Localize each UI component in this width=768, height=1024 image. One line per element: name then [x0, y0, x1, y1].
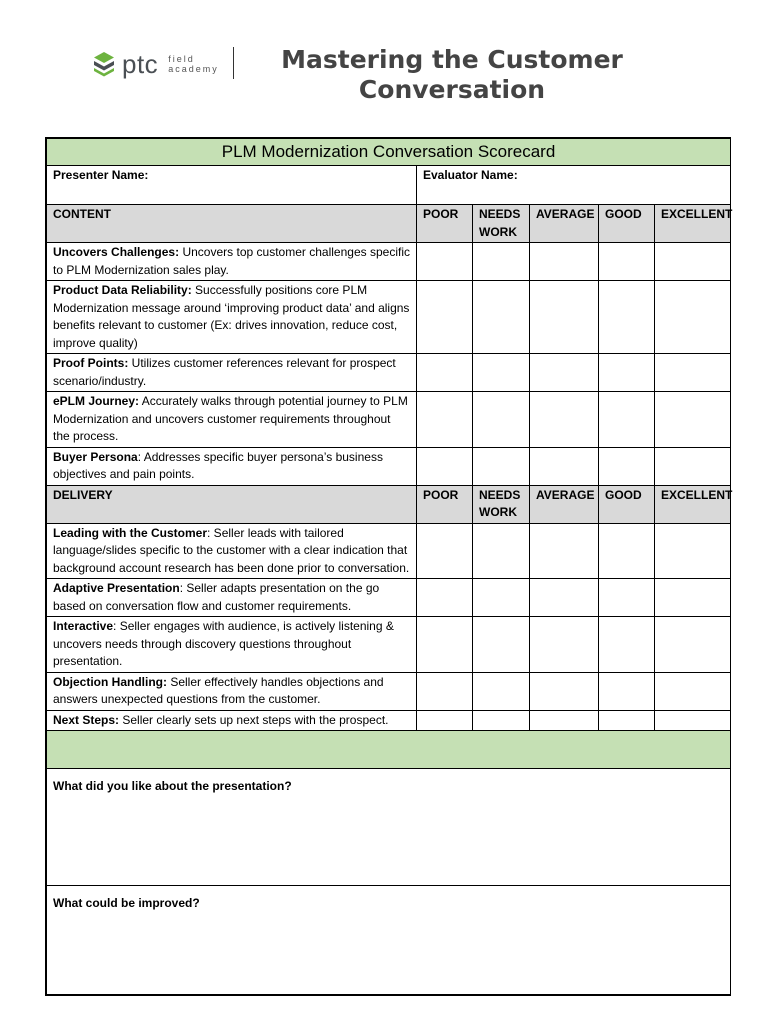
rating-cell[interactable] [530, 392, 599, 448]
presenter-name-field[interactable]: Presenter Name: [47, 166, 417, 205]
criterion-row [47, 447, 731, 485]
criterion-description [47, 523, 417, 579]
criterion-title: Buyer Persona [53, 449, 138, 464]
criterion-row [47, 243, 731, 281]
rating-cell[interactable] [530, 617, 599, 673]
rating-cell[interactable] [655, 523, 731, 579]
criterion-description [47, 281, 417, 354]
rating-cell[interactable] [473, 672, 530, 710]
criterion-title: Uncovers Challenges: [53, 245, 180, 259]
criterion-row [47, 523, 731, 579]
rating-cell[interactable] [417, 447, 473, 485]
criterion-title: Next Steps: [53, 712, 120, 727]
criterion-text: : Seller engages with audience, is actively listening & uncovers needs through discovery questions throughout presentation. [53, 619, 394, 668]
criterion-text: Successfully positions core PLM Modernization message around ‘improving product data’ and aligns benefits relevant to customer (Ex: drives innovation, reduce cost, improve quality) [53, 283, 410, 350]
feedback-improve-label: What could be improved? [53, 896, 200, 910]
rating-cell[interactable] [473, 281, 530, 354]
criterion-text: Seller clearly sets up next steps with the prospect. [119, 712, 389, 727]
feedback-liked-label: What did you like about the presentation? [53, 779, 292, 793]
rating-cell[interactable] [417, 710, 473, 731]
rating-column-header: POOR [417, 205, 473, 243]
rating-cell[interactable] [530, 710, 599, 731]
rating-cell[interactable] [599, 523, 655, 579]
rating-cell[interactable] [530, 281, 599, 354]
rating-cell[interactable] [417, 243, 473, 281]
criterion-text: : Addresses specific buyer persona’s business objectives and pain points. [53, 449, 383, 481]
criterion-text: Uncovers top customer challenges specific to PLM Modernization sales play. [53, 245, 410, 277]
criterion-row [47, 710, 731, 731]
rating-cell[interactable] [473, 354, 530, 392]
rating-column-header: AVERAGE [530, 205, 599, 243]
rating-cell[interactable] [530, 523, 599, 579]
criterion-text: : Seller leads with tailored language/slides specific to the customer with a clear indication that background account research has been done prior to conversation. [53, 525, 410, 575]
scorecard [45, 137, 731, 996]
logo-subtitle-line2: academy [168, 64, 219, 74]
rating-column-header: GOOD [599, 205, 655, 243]
rating-cell[interactable] [599, 354, 655, 392]
criterion-description [47, 447, 417, 485]
rating-cell[interactable] [599, 281, 655, 354]
rating-cell[interactable] [530, 672, 599, 710]
rating-cell[interactable] [599, 447, 655, 485]
rating-column-header: NEEDS WORK [473, 485, 530, 523]
section-header-row [47, 485, 731, 523]
rating-cell[interactable] [473, 710, 530, 731]
rating-cell[interactable] [417, 392, 473, 448]
rating-cell[interactable] [599, 579, 655, 617]
ptc-hexagon-icon [92, 51, 116, 77]
rating-column-header: GOOD [599, 485, 655, 523]
rating-cell[interactable] [417, 354, 473, 392]
section-title: DELIVERY [47, 485, 417, 523]
scorecard-table [46, 138, 731, 995]
rating-column-header: EXCELLENT [655, 205, 731, 243]
rating-cell[interactable] [473, 243, 530, 281]
criterion-title: Leading with the Customer [53, 525, 208, 540]
rating-cell[interactable] [530, 447, 599, 485]
rating-cell[interactable] [473, 447, 530, 485]
rating-cell[interactable] [655, 281, 731, 354]
criterion-description [47, 617, 417, 673]
section-title: CONTENT [47, 205, 417, 243]
criterion-description [47, 579, 417, 617]
rating-cell[interactable] [655, 243, 731, 281]
criterion-text: Utilizes customer references relevant for prospect scenario/industry. [53, 356, 396, 388]
criterion-row [47, 617, 731, 673]
rating-column-header: NEEDS WORK [473, 205, 530, 243]
scorecard-title: PLM Modernization Conversation Scorecard [47, 139, 731, 166]
logo-subtitle-line1: field [168, 54, 195, 64]
criterion-title: Interactive [53, 619, 114, 633]
criterion-row [47, 579, 731, 617]
rating-cell[interactable] [530, 579, 599, 617]
rating-cell[interactable] [599, 392, 655, 448]
rating-column-header: EXCELLENT [655, 485, 731, 523]
rating-cell[interactable] [417, 523, 473, 579]
rating-cell[interactable] [473, 392, 530, 448]
criterion-text: Seller effectively handles objections and answers unexpected questions from the customer. [53, 674, 384, 706]
criterion-description [47, 243, 417, 281]
logo-wordmark: ptc [122, 49, 159, 79]
criterion-title: Adaptive Presentation [53, 581, 180, 595]
criterion-description [47, 672, 417, 710]
page-title: Mastering the Customer Conversation [281, 45, 623, 104]
rating-cell[interactable] [655, 392, 731, 448]
criterion-row [47, 354, 731, 392]
evaluator-name-field[interactable]: Evaluator Name: [417, 166, 731, 205]
criterion-row [47, 672, 731, 710]
rating-cell[interactable] [599, 617, 655, 673]
rating-cell[interactable] [655, 579, 731, 617]
rating-cell[interactable] [655, 710, 731, 731]
rating-column-header: AVERAGE [530, 485, 599, 523]
rating-cell[interactable] [655, 672, 731, 710]
criterion-title: ePLM Journey: [53, 394, 140, 408]
rating-cell[interactable] [655, 354, 731, 392]
criterion-text: Accurately walks through potential journey to PLM Modernization and uncovers customer requirements throughout the process. [53, 394, 408, 443]
rating-column-header: POOR [417, 485, 473, 523]
rating-cell[interactable] [530, 243, 599, 281]
rating-cell[interactable] [599, 710, 655, 731]
feedback-improve-field[interactable] [47, 886, 731, 995]
logo-subtitle [168, 54, 219, 74]
logo-divider [233, 47, 234, 79]
criterion-description [47, 354, 417, 392]
rating-cell[interactable] [655, 447, 731, 485]
rating-cell[interactable] [473, 579, 530, 617]
rating-cell[interactable] [655, 617, 731, 673]
scorecard-sections [47, 205, 731, 731]
rating-cell[interactable] [417, 579, 473, 617]
page-header [0, 0, 768, 130]
criterion-row [47, 281, 731, 354]
rating-cell[interactable] [599, 243, 655, 281]
criterion-title: Product Data Reliability: [53, 283, 192, 297]
criterion-title: Proof Points: [53, 356, 129, 370]
criterion-description [47, 710, 417, 731]
rating-cell[interactable] [599, 672, 655, 710]
feedback-liked-field[interactable] [47, 769, 731, 886]
criterion-description [47, 392, 417, 448]
criterion-text: : Seller adapts presentation on the go based on conversation flow and customer requirements. [53, 581, 380, 613]
criterion-title: Objection Handling: [53, 674, 167, 689]
section-header-row [47, 205, 731, 243]
rating-cell[interactable] [417, 672, 473, 710]
rating-cell[interactable] [417, 281, 473, 354]
rating-cell[interactable] [473, 523, 530, 579]
rating-cell[interactable] [473, 617, 530, 673]
rating-cell[interactable] [417, 617, 473, 673]
criterion-row [47, 392, 731, 448]
rating-cell[interactable] [530, 354, 599, 392]
section-separator-band [47, 731, 731, 769]
ptc-logo [92, 48, 219, 80]
